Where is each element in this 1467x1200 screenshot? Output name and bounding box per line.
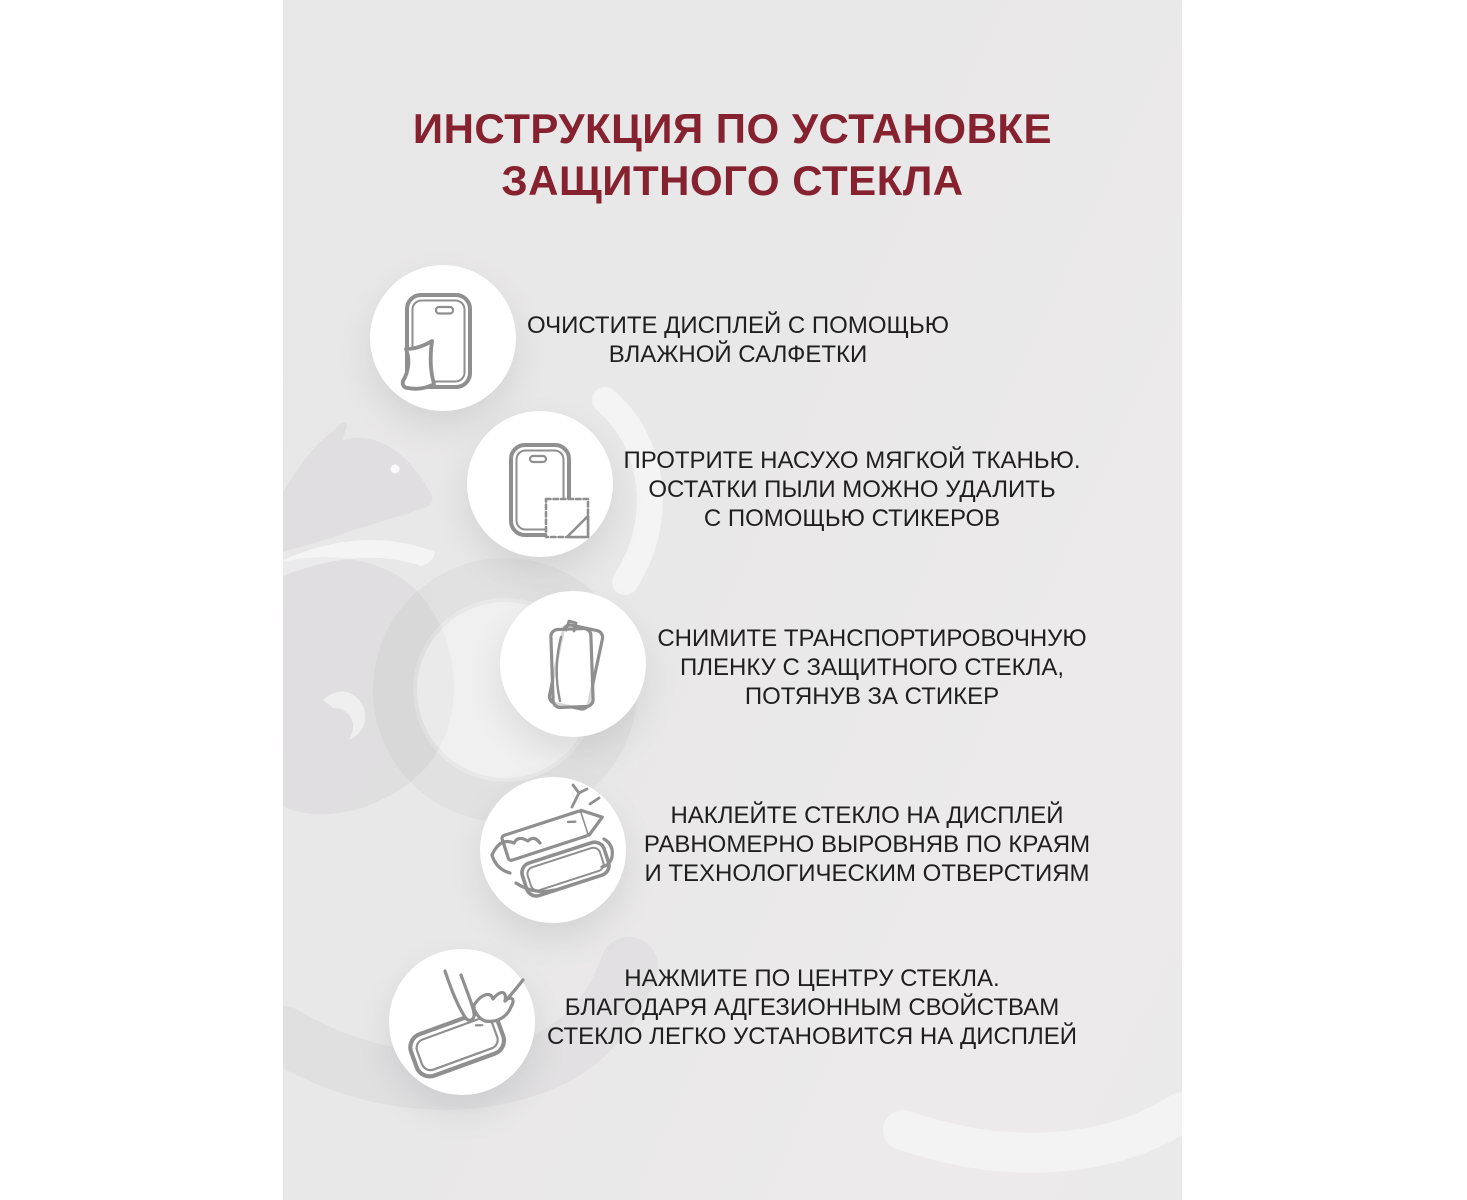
step-text-line: СТЕКЛО ЛЕГКО УСТАНОВИТСЯ НА ДИСПЛЕЙ bbox=[546, 1023, 1078, 1050]
step-text-line: ОСТАТКИ ПЫЛИ МОЖНО УДАЛИТЬ bbox=[648, 476, 1056, 503]
align-glass-hands-icon bbox=[480, 777, 626, 923]
transport-film-peel-icon bbox=[500, 591, 646, 737]
step4-text bbox=[644, 801, 1090, 888]
step5-icon-circle bbox=[389, 949, 535, 1095]
step3-icon-circle bbox=[500, 591, 646, 737]
step-text-line: ОЧИСТИТЕ ДИСПЛЕЙ С ПОМОЩЬЮ bbox=[526, 312, 950, 339]
phone-wet-wipe-icon bbox=[370, 265, 516, 411]
page-title bbox=[283, 103, 1182, 207]
content-panel bbox=[283, 0, 1182, 1200]
step5-text bbox=[547, 964, 1077, 1051]
step-text-line: ВЛАЖНОЙ САЛФЕТКИ bbox=[608, 341, 868, 368]
step4-icon-circle bbox=[480, 777, 626, 923]
step-text-line: С ПОМОЩЬЮ СТИКЕРОВ bbox=[703, 505, 1001, 532]
step-text-line: РАВНОМЕРНО ВЫРОВНЯВ ПО КРАЯМ bbox=[643, 831, 1091, 858]
step2-text bbox=[623, 446, 1080, 533]
step-text-line: НАЖМИТЕ ПО ЦЕНТРУ СТЕКЛА. bbox=[624, 965, 1000, 992]
phone-dry-sticker-icon bbox=[467, 411, 613, 557]
step-text-line: ПОТЯНУВ ЗА СТИКЕР bbox=[744, 683, 1000, 710]
step-text-line: БЛАГОДАРЯ АДГЕЗИОННЫМ СВОЙСТВАМ bbox=[564, 994, 1060, 1021]
step-text-line: НАКЛЕЙТЕ СТЕКЛО НА ДИСПЛЕЙ bbox=[670, 802, 1064, 829]
step-text-line: ПЛЕНКУ С ЗАЩИТНОГО СТЕКЛА, bbox=[679, 654, 1064, 681]
step1-icon-circle bbox=[370, 265, 516, 411]
press-glass-center-icon bbox=[389, 949, 535, 1095]
page-title-line2: ЗАЩИТНОГО СТЕКЛА bbox=[501, 157, 964, 204]
step-text-line: И ТЕХНОЛОГИЧЕСКИМ ОТВЕРСТИЯМ bbox=[644, 860, 1090, 887]
step2-icon-circle bbox=[467, 411, 613, 557]
step1-text bbox=[527, 311, 949, 369]
step3-text bbox=[657, 624, 1086, 711]
page-title-line1: ИНСТРУКЦИЯ ПО УСТАНОВКЕ bbox=[412, 105, 1053, 152]
step-text-line: СНИМИТЕ ТРАНСПОРТИРОВОЧНУЮ bbox=[657, 625, 1087, 652]
step-text-line: ПРОТРИТЕ НАСУХО МЯГКОЙ ТКАНЬЮ. bbox=[623, 447, 1081, 474]
